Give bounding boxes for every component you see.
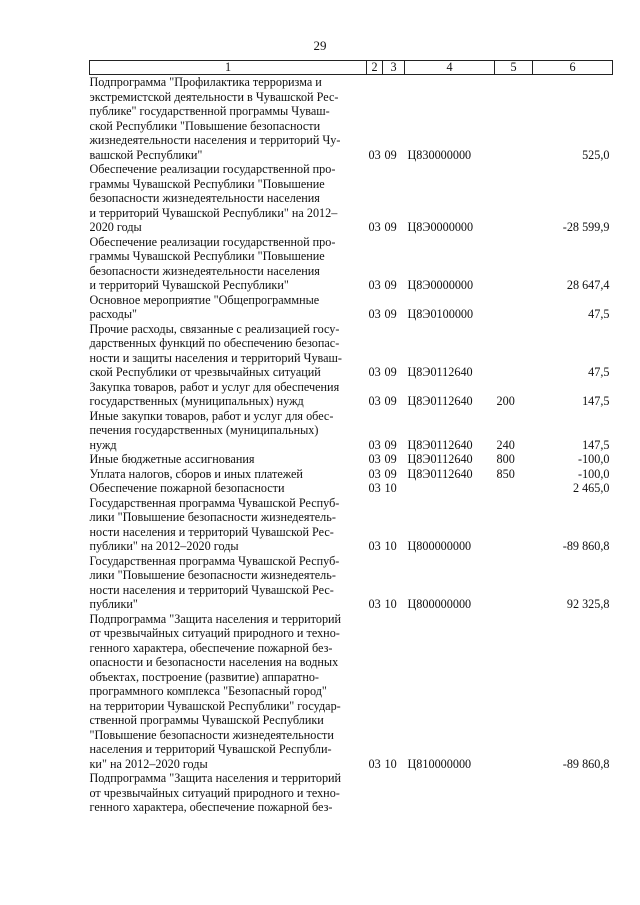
row-expense-type	[495, 293, 533, 322]
row-section: 03	[368, 278, 381, 292]
row-target: Ц810000000	[407, 756, 472, 771]
row-name: Подпрограмма "Защита населения и территорий от чрезвычайных ситуаций природного и техно- генного характера, обеспечение пожарной без- опасности и безопасности населения на водных объектах, построение (развитие) аппаратно- программного комплекса "Безопасный город" на территории Чувашской Республики" государ- ственной программы Чувашской Республики "Повышение безопасности жизнедеятельности населения и территорий Чувашской Республи- ки" на 2012–2020 годы	[89, 611, 342, 771]
row-section: 03	[368, 597, 381, 611]
row-section: 03	[368, 539, 381, 553]
row-subsection: 09	[384, 437, 397, 452]
row-amount: 92 325,8	[566, 597, 610, 611]
table-row	[90, 293, 613, 322]
row-section: 03	[368, 481, 381, 495]
row-section: 03	[368, 756, 381, 771]
row-expense-type: 240	[496, 437, 515, 452]
row-section: 03	[368, 466, 381, 481]
row-target: Ц8Э0000000	[407, 220, 474, 234]
row-expense-type: 800	[496, 452, 515, 466]
row-subsection: 09	[384, 365, 397, 379]
row-section: 03	[368, 365, 381, 379]
row-amount: -89 860,8	[562, 756, 610, 771]
row-name: Государственная программа Чувашской Респуб- лики "Повышение безопасности жизнедеятель- ности населения и территорий Чувашской Рес- публики" на 2012–2020 годы	[89, 495, 340, 553]
table-row	[90, 481, 613, 496]
row-target: Ц800000000	[407, 597, 472, 611]
row-expense-type	[495, 771, 533, 815]
row-target: Ц8Э0112640	[407, 452, 473, 466]
budget-table	[89, 60, 613, 815]
table-row	[90, 452, 613, 467]
row-name: Государственная программа Чувашской Респуб- лики "Повышение безопасности жизнедеятель- ности населения и территорий Чувашской Рес- публики"	[89, 553, 340, 611]
row-amount: 2 465,0	[572, 481, 610, 495]
page-number: 29	[313, 38, 327, 53]
row-subsection: 10	[384, 539, 397, 553]
row-subsection: 10	[384, 597, 397, 611]
row-name: Обеспечение реализации государственной про- граммы Чувашской Республики "Повышение безопасности жизнедеятельности населения и территорий Чувашской Республики" на 2012– 2020 годы	[89, 162, 338, 234]
row-expense-type	[495, 612, 533, 772]
table-row	[90, 322, 613, 380]
column-header-amount: 6	[533, 61, 613, 75]
row-expense-type: 200	[496, 394, 515, 408]
row-name: Обеспечение реализации государственной про- граммы Чувашской Республики "Повышение безопасности жизнедеятельности населения и территорий Чувашской Республики"	[89, 234, 336, 292]
row-amount: 47,5	[588, 365, 610, 379]
table-row	[90, 554, 613, 612]
row-name: Иные закупки товаров, работ и услуг для обес- печения государственных (муниципальных) нужд	[89, 408, 334, 452]
table-row	[90, 235, 613, 293]
row-amount: 147,5	[582, 394, 610, 408]
row-section	[367, 771, 383, 815]
column-header-expense-type: 5	[495, 61, 533, 75]
row-expense-type	[495, 554, 533, 612]
row-target	[405, 481, 495, 496]
row-target	[405, 771, 495, 815]
row-amount: 525,0	[582, 147, 610, 162]
row-target: Ц8Э0000000	[407, 278, 474, 292]
row-subsection: 09	[384, 147, 397, 162]
row-amount: -100,0	[578, 466, 610, 481]
row-subsection: 09	[384, 394, 397, 408]
table-row	[90, 771, 613, 815]
row-amount: -28 599,9	[562, 220, 610, 234]
column-header-name: 1	[90, 61, 367, 75]
row-expense-type	[495, 162, 533, 235]
row-name: Прочие расходы, связанные с реализацией госу- дарственных функций по обеспечению безопас- ности и защиты населения и территорий Чуваш- ской Республики от чрезвычайных ситуаций	[89, 321, 342, 379]
row-target: Ц830000000	[407, 147, 472, 162]
table-row	[90, 496, 613, 554]
row-subsection: 09	[384, 278, 397, 292]
row-target: Ц8Э0112640	[407, 466, 473, 481]
row-name: Подпрограмма "Профилактика терроризма и экстремистской деятельности в Чувашской Рес- публике" государственной программы Чуваш- ской Республики "Повышение безопасности жизнедеятельности населения и территорий Чу- вашской Республики"	[89, 75, 341, 162]
row-name: Уплата налогов, сборов и иных платежей	[89, 466, 303, 481]
table-row	[90, 75, 613, 163]
table-row	[90, 467, 613, 482]
row-name: Обеспечение пожарной безопасности	[89, 481, 285, 495]
row-section: 03	[368, 437, 381, 452]
row-subsection: 10	[384, 481, 397, 495]
row-expense-type	[495, 481, 533, 496]
row-amount: 47,5	[588, 307, 610, 321]
row-section: 03	[368, 147, 381, 162]
row-amount: -89 860,8	[562, 539, 610, 553]
row-subsection: 09	[384, 220, 397, 234]
row-expense-type	[495, 235, 533, 293]
row-target: Ц800000000	[407, 539, 472, 553]
row-amount	[533, 771, 613, 815]
row-target: Ц8Э0112640	[407, 437, 473, 452]
row-name: Иные бюджетные ассигнования	[89, 452, 255, 466]
row-section: 03	[368, 452, 381, 466]
row-expense-type	[495, 496, 533, 554]
row-subsection	[383, 771, 405, 815]
row-name: Основное мероприятие "Общепрограммные расходы"	[89, 292, 320, 321]
table-row	[90, 612, 613, 772]
row-expense-type	[495, 322, 533, 380]
row-subsection: 09	[384, 452, 397, 466]
table-row	[90, 162, 613, 235]
row-expense-type: 850	[496, 466, 515, 481]
row-amount: 28 647,4	[566, 278, 610, 292]
row-name: Подпрограмма "Защита населения и территорий от чрезвычайных ситуаций природного и техно- генного характера, обеспечение пожарной без-	[89, 771, 342, 814]
row-target: Ц8Э0100000	[407, 307, 474, 321]
row-amount: -100,0	[578, 452, 610, 466]
row-amount: 147,5	[582, 437, 610, 452]
row-section: 03	[368, 394, 381, 408]
table-row	[90, 380, 613, 409]
row-target: Ц8Э0112640	[407, 394, 473, 408]
column-header-subsection: 3	[383, 61, 405, 75]
column-header-section: 2	[367, 61, 383, 75]
table-row	[90, 409, 613, 453]
row-expense-type	[495, 75, 533, 163]
row-subsection: 09	[384, 466, 397, 481]
row-target: Ц8Э0112640	[407, 365, 473, 379]
table-header-row	[90, 61, 613, 75]
row-section: 03	[368, 307, 381, 321]
row-section: 03	[368, 220, 381, 234]
column-header-target: 4	[405, 61, 495, 75]
row-name: Закупка товаров, работ и услуг для обеспечения государственных (муниципальных) нужд	[89, 379, 340, 408]
row-subsection: 10	[384, 756, 397, 771]
row-subsection: 09	[384, 307, 397, 321]
